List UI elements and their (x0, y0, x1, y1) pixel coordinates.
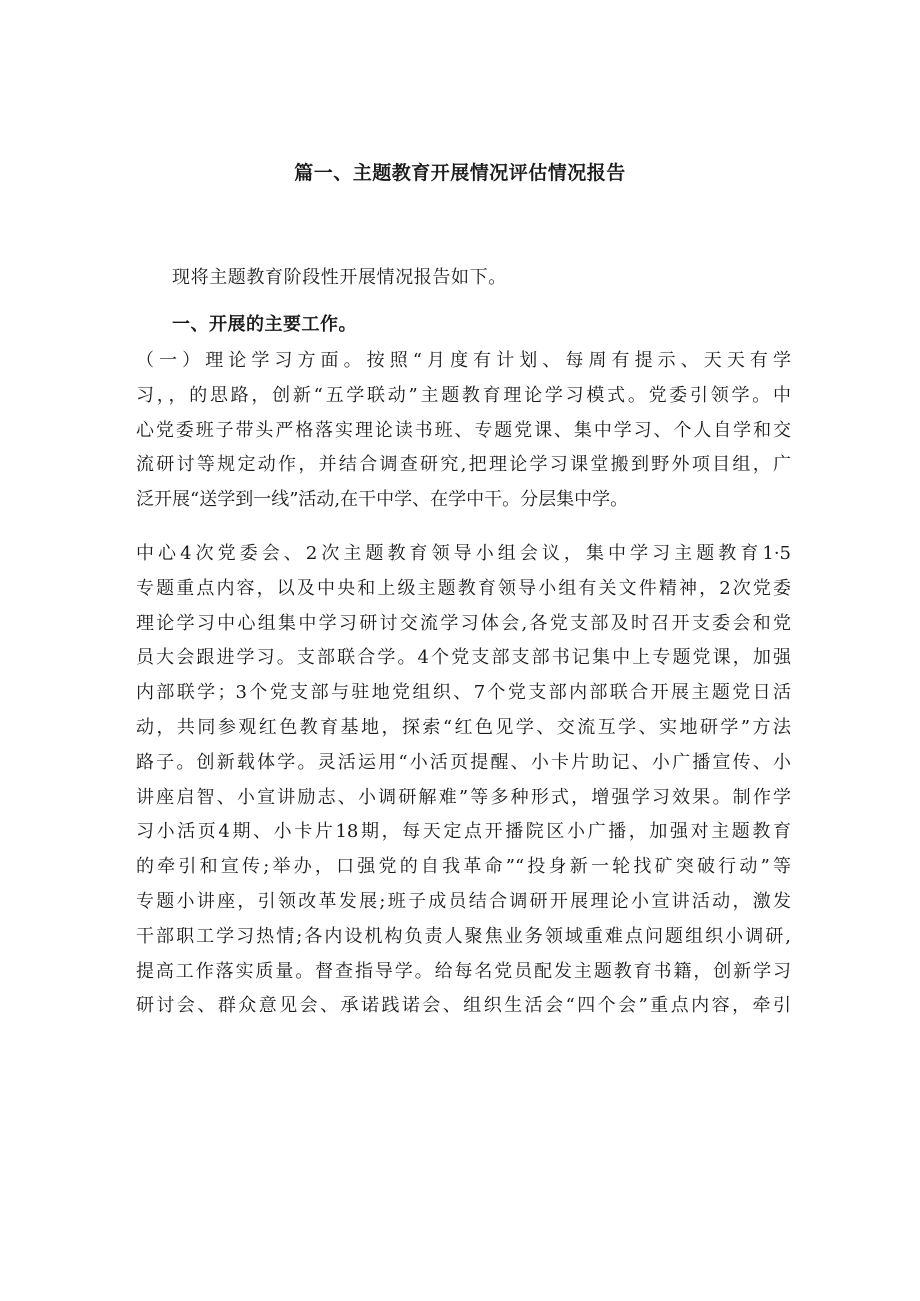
paragraph-line: 专题重点内容，以及中央和上级主题教育领导小组有关文件精神，2次党委 (136, 577, 791, 599)
paragraph-theory-study (136, 344, 791, 518)
paragraph-line: 提高工作落实质量。督查指导学。给每名党员配发主题教育书籍，创新学习 (136, 960, 791, 982)
paragraph-line: 理论学习中心组集中学习研讨交流学习体会,各党支部及时召开支委会和党 (136, 612, 791, 634)
paragraph-line: 心党委班子带头严格落实理论读书班、专题党课、集中学习、个人自学和交 (136, 419, 791, 441)
paragraph-line: 研讨会、群众意见会、承诺践诺会、组织生活会“四个会”重点内容，牵引 (136, 995, 791, 1017)
paragraph-line: 专题小讲座，引领改革发展;班子成员结合调研开展理论小宣讲活动，激发 (136, 890, 791, 912)
section-heading: 一、开展的主要工作。 (172, 314, 357, 335)
paragraph-line: 泛开展“送学到一线”活动,在干中学、在学中干。分层集中学。 (136, 489, 629, 511)
paragraph-line: 的牵引和宣传;举办，口强党的自我革命”“投身新一轮找矿突破行动”等 (136, 856, 791, 878)
paragraph-line: 习小活页4期、小卡片18期，每天定点开播院区小广播，加强对主题教育 (136, 821, 791, 843)
paragraph-line: 路子。创新载体学。灵活运用“小活页提醒、小卡片助记、小广播宣传、小 (136, 751, 791, 773)
intro-text: 现将主题教育阶段性开展情况报告如下。 (172, 267, 507, 288)
paragraph-line: 习，，的思路，创新“五学联动”主题教育理论学习模式。党委引领学。中 (136, 384, 791, 406)
paragraph-line: 内部联学；3个党支部与驻地党组织、7个党支部内部联合开展主题党日活 (136, 682, 791, 704)
paragraph-line: 员大会跟进学习。支部联合学。4个党支部支部书记集中上专题党课，加强 (136, 647, 791, 669)
document-title: 篇一、主题教育开展情况评估情况报告 (294, 162, 626, 184)
paragraph-line: 流研讨等规定动作，并结合调查研究,把理论学习课堂搬到野外项目组，广 (136, 454, 791, 476)
paragraph-line: 动，共同参观红色教育基地，探索“红色见学、交流互学、实地研学”方法 (136, 716, 791, 738)
paragraph-line: 干部职工学习热情;各内设机构负责人聚焦业务领域重难点问题组织小调研, (136, 925, 791, 947)
paragraph-line: 讲座启智、小宣讲励志、小调研解难”等多种形式，增强学习效果。制作学 (136, 786, 791, 808)
paragraph-line: 中心4次党委会、2次主题教育领导小组会议，集中学习主题教育1·5 (136, 543, 791, 564)
paragraph-line: （一）理论学习方面。按照“月度有计划、每周有提示、天天有学 (136, 350, 791, 371)
paragraph-study-activities (136, 537, 791, 1024)
